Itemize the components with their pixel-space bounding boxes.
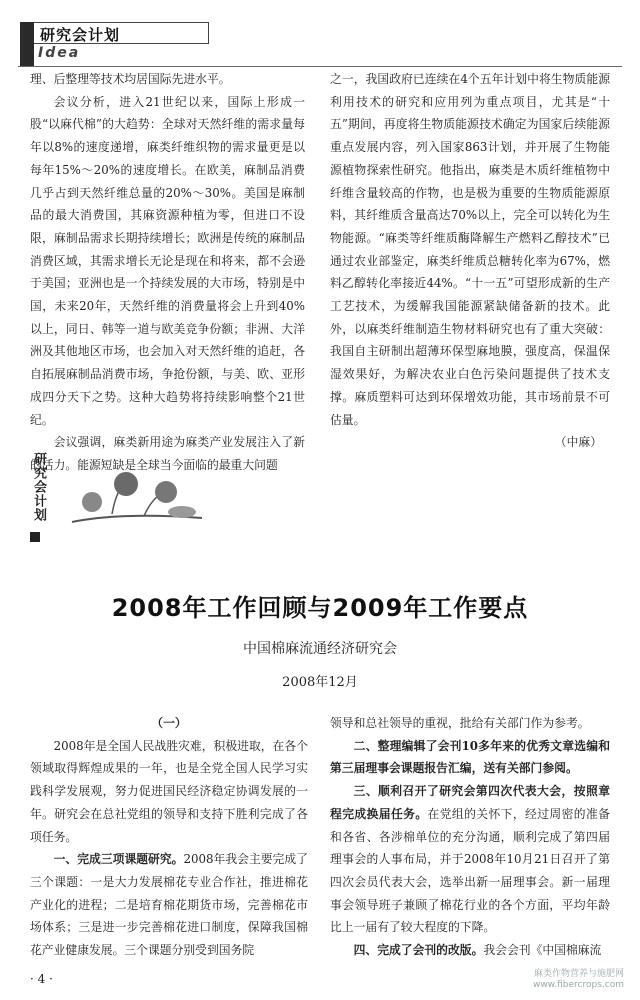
paragraph [330, 939, 610, 962]
paragraph: 2008年是全国人民战胜灾难，积极进取，在各个领域取得辉煌成果的一年，也是全党全国人民学习实践科学发展观，努力促进国民经济稳定协调发展的一年。研究会在总社党组的领导和支持下胜利完成了各项任务。 [30, 738, 308, 844]
header-title: 研究会计划 [40, 26, 121, 44]
article-organization: 中国棉麻流通经济研究会 [243, 641, 397, 657]
header-rule [18, 66, 622, 67]
page-number: · 4 · [30, 972, 53, 986]
cotton-plant-illustration [52, 462, 212, 542]
paragraph: 会议分析，进入21世纪以来，国际上形成一股“以麻代棉”的大趋势：全球对天然纤维的需求量每年以8%的速度递增，麻类纤维织物的需求量更是以每年15%～20%的速度增长。在欧美，麻制品消费几乎占到天然纤维总量的20%～30%。美国是麻制品的最大消费国，其麻资源种植为零，但进口不设限，麻制品需求长期持续增长；欧洲是传统的麻制品消费区域，其需求增长无论是现在和将来，都不会逊于美国；亚洲也是一个持续发展的大市场，特别是中国，未来20年，天然纤维的消费量将会上升到40%以上，同日、韩等一道与欧美竞争份额；非洲、大洋洲及其他地区市场，也会加入对天然纤维的追赶，各自拓展麻制品消费市场，争抢份额，与美、欧、亚形成四分天下之势。这种大趋势将持续影响整个21世纪。 [30, 94, 305, 427]
item-body: 2008年我会主要完成了三个课题：一是大力发展棉花专业合作社，推进棉花产业化的进程；二是培育棉花期货市场，完善棉花市场体系；三是进一步完善棉花进口制度，保障我国棉花产业健康发展。三个课题分别受到国务院 [30, 852, 308, 958]
item-heading: 二、整理编辑了会刊10多年来的优秀文章选编和第三届理事会课题报告汇编，送有关部门参阅。 [330, 738, 610, 776]
article-right-column [330, 712, 610, 960]
section-header [18, 14, 218, 64]
watermark-line: 麻类作物营养与施肥网 [533, 969, 624, 979]
signature: （中麻） [554, 435, 602, 450]
watermark [533, 969, 624, 991]
top-article-left-column [30, 68, 305, 472]
top-article-right-column [330, 68, 610, 450]
section-heading: （一） [151, 716, 187, 730]
item-heading: 一、完成三项课题研究。 [53, 852, 184, 867]
paragraph: 会议强调，麻类新用途为麻类产业发展注入了新的活力。能源短缺是全球当今面临的最重大问题 [30, 435, 305, 472]
item-body: 在党组的关怀下，经过周密的准备和各省、各涉棉单位的充分沟通，顺利完成了第四届理事会的人事布局，并于2008年10月21日召开了第四次会员代表大会，选举出新一届理事会。新一届理事会领导班子兼顾了棉花行业的各个方面，平均年龄比上一届有了较大程度的下降。 [330, 806, 610, 935]
paragraph: 领导和总社领导的重视，批给有关部门作为参考。 [330, 716, 590, 730]
header-bar [20, 22, 34, 66]
article-title: 2008年工作回顾与2009年工作要点 [111, 594, 529, 622]
paragraph [30, 848, 308, 962]
side-mark [30, 532, 40, 542]
item-heading: 四、完成了会刊的改版。 [353, 943, 484, 958]
article-left-column [30, 712, 308, 960]
item-body: 我会会刊《中国棉麻流 [483, 943, 602, 958]
side-label: 研究会计划 [31, 452, 46, 522]
paragraph [330, 780, 610, 939]
article-date: 2008年12月 [282, 675, 358, 690]
paragraph: 理、后整理等技术均居国际先进水平。 [30, 72, 231, 86]
watermark-line: www.fibercrops.com [533, 980, 624, 990]
header-subtitle: Idea [38, 45, 81, 61]
paragraph: 之一，我国政府已连续在4个五年计划中将生物质能源利用技术的研究和应用列为重点项目，尤其是“十五”期间，再度将生物质能源技术确定为国家后续能源重点发展内容，列入国家863计划，并开展了生物能源植物探索性研究。他指出，麻类是木质纤维植物中纤维含量较高的作物，也是极为重要的生物质能源原料，其纤维质含量高达70%以上，完全可以转化为生物能源。“麻类等纤维质酶降解生产燃料乙醇技术”已通过农业部鉴定，麻类纤维质总糖转化率为67%，燃料乙醇转化率接近44%。“十一五”可望形成新的生产工艺技术，为缓解我国能源紧缺储备新的技术。此外，以麻类纤维制造生物材料研究也有了重大突破：我国自主研制出超薄环保型麻地膜，强度高，保温保湿效果好，为解决农业白色污染问题提供了技术支撑。麻质塑料可达到环保增效功能，其市场前景不可估量。 [330, 72, 610, 427]
item-heading: 三、顺利召开了研究会第四次代表大会，按照章程完成换届任务。 [330, 784, 610, 821]
